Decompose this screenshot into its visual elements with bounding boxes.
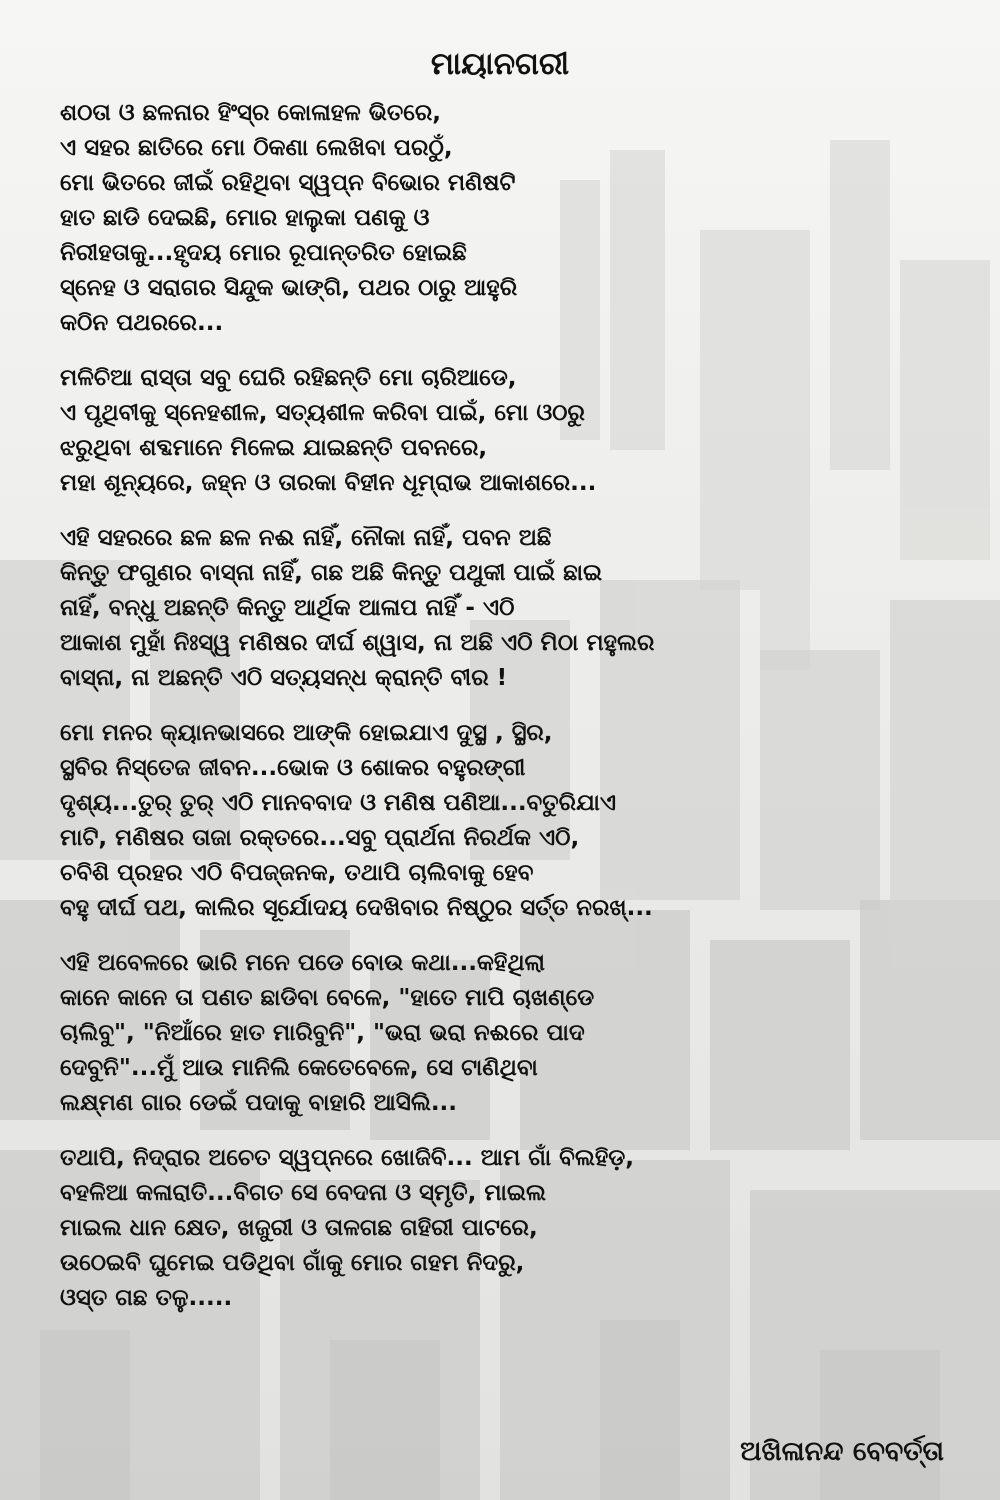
poem-line: ସ୍ନେହ ଓ ସରାଗର ସିନ୍ଦୁକ ଭାଙ୍ଗି, ପଥର ଠାରୁ ଆହୁରି: [60, 275, 518, 301]
poem-line: ଲକ୍ଷ୍ମଣ ଗାର ଡେଇଁ ପଦାକୁ ବାହାରି ଆସିଲି...: [60, 1090, 458, 1116]
poem-title: ମାୟାନଗରୀ: [430, 46, 570, 82]
poem-line: ନିରୀହତାକୁ...ହୃଦୟ ମୋର ରୂପାନ୍ତରିତ ହୋଇଛି: [60, 240, 467, 266]
poem-line: କଠିନ ପଥରରେ...: [60, 310, 224, 336]
poem-line: ଉଠେଇବି ଘୁମେଇ ପଡିଥିବା ଗାଁକୁ ମୋର ଗହମ ନିଦରୁ,: [60, 1250, 525, 1276]
poem-line: ବହଳିଆ କଳାରାତି...ବିଗତ ସେ ବେଦନା ଓ ସ୍ମୃତି, ମାଇଲ: [60, 1180, 546, 1206]
poem-line: ନାହିଁ, ବନ୍ଧୁ ଅଛନ୍ତି କିନ୍ତୁ ଆର୍ଥିକ ଆଳାପ ନାହିଁ - ଏଠି: [60, 595, 515, 621]
poem-line: ଏ ସହର ଛାତିରେ ମୋ ଠିକଣା ଲେଖିବା ପରଠୁଁ,: [60, 135, 453, 161]
poem-line: ବହୁ ଦୀର୍ଘ ପଥ, କାଲିର ସୂର୍ଯୋଦୟ ଦେଖିବାର ନିଷ୍ଠୁର ସର୍ତ୍ତ ନରଖ୍...: [60, 895, 653, 921]
stanza-6: [60, 1141, 780, 1316]
poem-line: ଶଠତା ଓ ଛଳନାର ହିଂସ୍ର କୋଳାହଳ ଭିତରେ,: [60, 100, 441, 126]
stanza-3: [60, 521, 780, 696]
stanza-1: [60, 96, 780, 341]
poem-line: ମଳିଚିଆ ରାସ୍ତା ସବୁ ଘେରି ରହିଛନ୍ତି ମୋ ଚାରିଆଡେ,: [60, 365, 517, 391]
poem-line: ଆକାଶ ମୁହାଁ ନିଃସ୍ୱ ମଣିଷର ଦୀର୍ଘ ଶ୍ୱାସ, ନା ଅଛି ଏଠି ମିଠା ମହୁଲର: [60, 630, 655, 656]
poem-line: ଚାଲିବୁ", "ନିଆଁରେ ହାତ ମାରିବୁନି", "ଭରା ଭରା ନଈରେ ପାଦ: [60, 1020, 585, 1046]
poem-line: ସ୍ଥବିର ନିସ୍ତେଜ ଜୀବନ...ଭୋକ ଓ ଶୋକର ବହୁରଙ୍ଗୀ: [60, 755, 526, 781]
poem-line: ଏହି ସହରରେ ଛଳ ଛଳ ନଈ ନାହିଁ, ନୌକା ନାହିଁ, ପବନ ଅଛି: [60, 525, 552, 551]
poem-line: ଦେବୁନି"...ମୁଁ ଆଉ ମାନିଲି କେତେବେଳେ, ସେ ଟାଣିଥିବା: [60, 1055, 538, 1081]
poem-line: ମାଇଲ ଧାନ କ୍ଷେତ, ଖଜୁରୀ ଓ ତାଳଗଛ ଗହିରୀ ପାଟରେ,: [60, 1215, 538, 1241]
poem-line: ମୋ ଭିତରେ ଜୀଇଁ ରହିଥିବା ସ୍ୱପ୍ନ ବିଭୋର ମଣିଷଟି: [60, 170, 516, 196]
poem-line: ଝରୁଥିବା ଶବ୍ଦମାନେ ମିଳେଇ ଯାଇଛନ୍ତି ପବନରେ,: [60, 435, 488, 461]
poem-line: କାନେ କାନେ ତା ପଣତ ଛାଡିବା ବେଳେ, "ହାତେ ମାପି ଚାଖଣ୍ଡେ: [60, 985, 595, 1011]
poem-line: ଦୃଶ୍ୟ...ତୁର୍ ତୁର୍ ଏଠି ମାନବବାଦ ଓ ମଣିଷ ପଣିଆ...ବତୁରିଯାଏ: [60, 790, 617, 816]
poem-line: ଚବିଶି ପ୍ରହର ଏଠି ବିପଜ୍ଜନକ, ତଥାପି ଚାଲିବାକୁ ହେବ: [60, 860, 534, 886]
author-name: ଅଖିଳାନନ୍ଦ ବେବର୍ତ୍ତା: [740, 1436, 944, 1467]
stanza-4: [60, 716, 780, 926]
poem-line: କିନ୍ତୁ ଫଗୁଣର ବାସ୍ନା ନାହିଁ, ଗଛ ଅଛି କିନ୍ତୁ ପଥୁକୀ ପାଇଁ ଛାଇ: [60, 560, 603, 586]
stanza-5: [60, 946, 780, 1121]
poem-line: ମାଟି, ମଣିଷର ତାଜା ରକ୍ତରେ...ସବୁ ପ୍ରାର୍ଥନା ନିରର୍ଥକ ଏଠି,: [60, 825, 580, 851]
poem-line: ବାସ୍ନା, ନା ଅଛନ୍ତି ଏଠି ସତ୍ୟସନ୍ଧ କ୍ରାନ୍ତି ବୀର !: [60, 665, 508, 691]
poem-line: ହାତ ଛାଡି ଦେଇଛି, ମୋର ହାଲୁକା ପଣକୁ ଓ: [60, 205, 430, 231]
poem-body: [60, 96, 780, 1336]
poem-line: ମୋ ମନର କ୍ୟାନଭାସରେ ଆଙ୍କି ହୋଇଯାଏ ଦୁସ୍ଥ , ସ୍ଥିର,: [60, 720, 553, 746]
poem-line: ଏହି ଅବେଳରେ ଭାରି ମନେ ପଡେ ବୋଉ କଥା...କହିଥିଲା: [60, 950, 545, 976]
poem-line: ମହା ଶୂନ୍ୟରେ, ଜହ୍ନ ଓ ତାରକା ବିହୀନ ଧୂମ୍ରାଭ ଆକାଶରେ...: [60, 470, 597, 496]
stanza-2: [60, 361, 780, 501]
poem-line: ଏ ପୃଥିବୀକୁ ସ୍ନେହଶୀଳ, ସତ୍ୟଶୀଳ କରିବା ପାଇଁ, ମୋ ଓଠରୁ: [60, 400, 585, 426]
poem-line: ତଥାପି, ନିଦ୍ରାର ଅଚେତ ସ୍ୱପ୍ନରେ ଖୋଜିବି... ଆମ ଗାଁ ବିଲହିଡ଼,: [60, 1145, 635, 1171]
poem-line: ଓସ୍ତ ଗଛ ତଳୁ.....: [60, 1285, 233, 1311]
